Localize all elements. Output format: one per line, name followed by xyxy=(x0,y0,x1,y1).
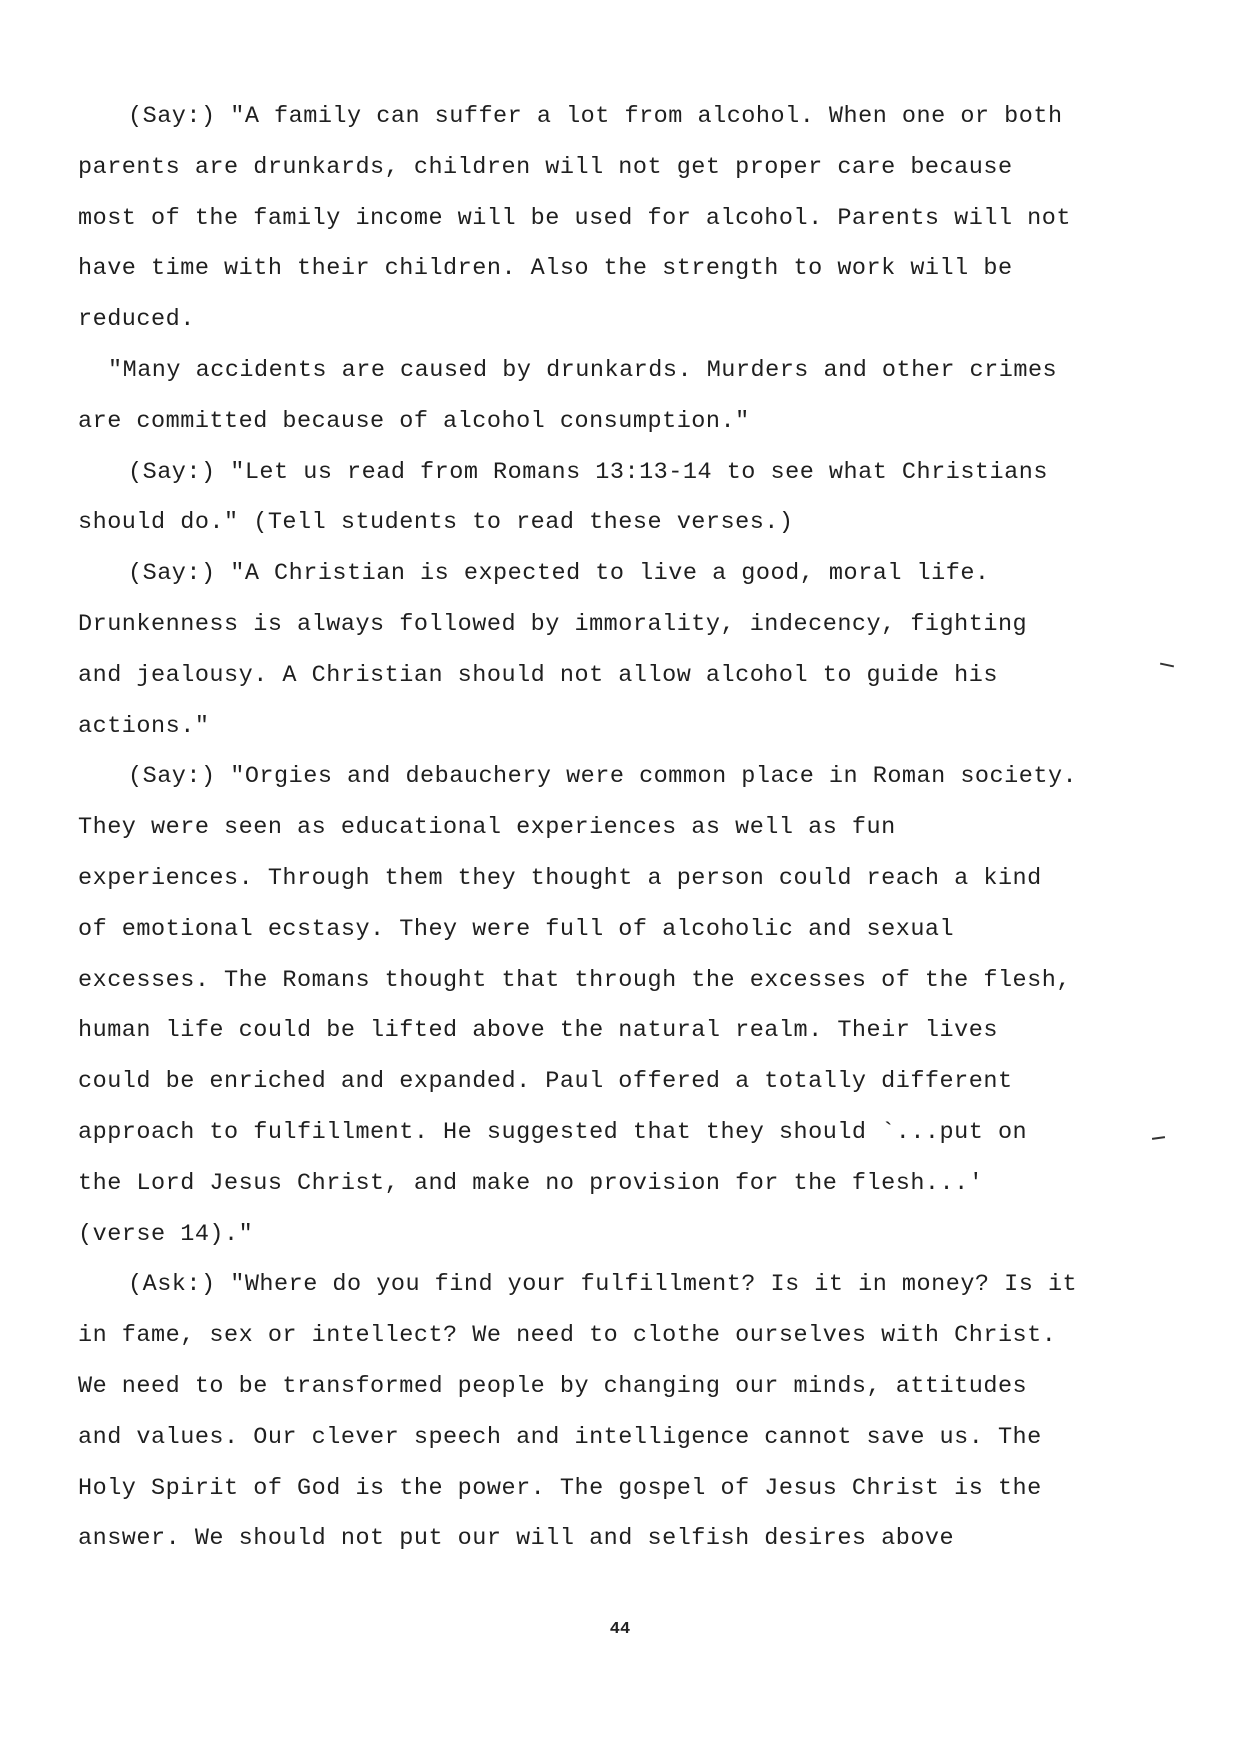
text-line: experiences. Through them they thought a person could reach a kind xyxy=(78,864,1042,892)
text-line: could be enriched and expanded. Paul offered a totally different xyxy=(78,1068,1013,1096)
text-line: are committed because of alcohol consumption." xyxy=(78,407,750,435)
text-line: (Say:) "Let us read from Romans 13:13-14 to see what Christians xyxy=(128,458,1048,486)
text-line: (Say:) "Orgies and debauchery were common place in Roman society. xyxy=(128,763,1078,791)
scan-mark xyxy=(1152,1136,1165,1140)
text-line: the Lord Jesus Christ, and make no provision for the flesh...' xyxy=(78,1169,984,1197)
text-line: and jealousy. A Christian should not allow alcohol to guide his xyxy=(78,661,998,689)
text-line: human life could be lifted above the natural realm. Their lives xyxy=(78,1017,998,1045)
page-number: 44 xyxy=(609,1620,631,1639)
text-line: of emotional ecstasy. They were full of alcoholic and sexual xyxy=(78,915,955,943)
text-line: (Say:) "A family can suffer a lot from alcohol. When one or both xyxy=(128,103,1063,130)
text-line: in fame, sex or intellect? We need to clothe ourselves with Christ. xyxy=(78,1322,1057,1350)
text-line: We need to be transformed people by changing our minds, attitudes xyxy=(78,1372,1028,1400)
text-line: actions." xyxy=(78,712,210,740)
scan-mark xyxy=(1160,663,1174,668)
text-line: "Many accidents are caused by drunkards. Murders and other crimes xyxy=(108,356,1058,384)
text-line: answer. We should not put our will and selfish desires above xyxy=(78,1525,955,1553)
text-line: (Ask:) "Where do you find your fulfillment? Is it in money? Is it xyxy=(128,1271,1078,1299)
text-line: (verse 14)." xyxy=(78,1220,254,1248)
text-line: Holy Spirit of God is the power. The gospel of Jesus Christ is the xyxy=(78,1474,1042,1502)
text-line: should do." (Tell students to read these verses.) xyxy=(78,509,794,537)
text-line: excesses. The Romans thought that through the excesses of the flesh, xyxy=(78,966,1071,994)
text-line: and values. Our clever speech and intelligence cannot save us. The xyxy=(78,1423,1042,1451)
text-line: have time with their children. Also the strength to work will be xyxy=(78,255,1013,283)
text-line: parents are drunkards, children will not get proper care because xyxy=(78,153,1013,181)
text-line: They were seen as educational experiences as well as fun xyxy=(78,814,896,842)
text-line: reduced. xyxy=(78,306,195,334)
text-line: most of the family income will be used for alcohol. Parents will not xyxy=(78,204,1071,232)
text-line: approach to fulfillment. He suggested that they should `...put on xyxy=(78,1118,1028,1146)
text-line: Drunkenness is always followed by immorality, indecency, fighting xyxy=(78,610,1028,638)
body-text xyxy=(78,92,1118,1565)
text-line: (Say:) "A Christian is expected to live a good, moral life. xyxy=(128,560,990,588)
